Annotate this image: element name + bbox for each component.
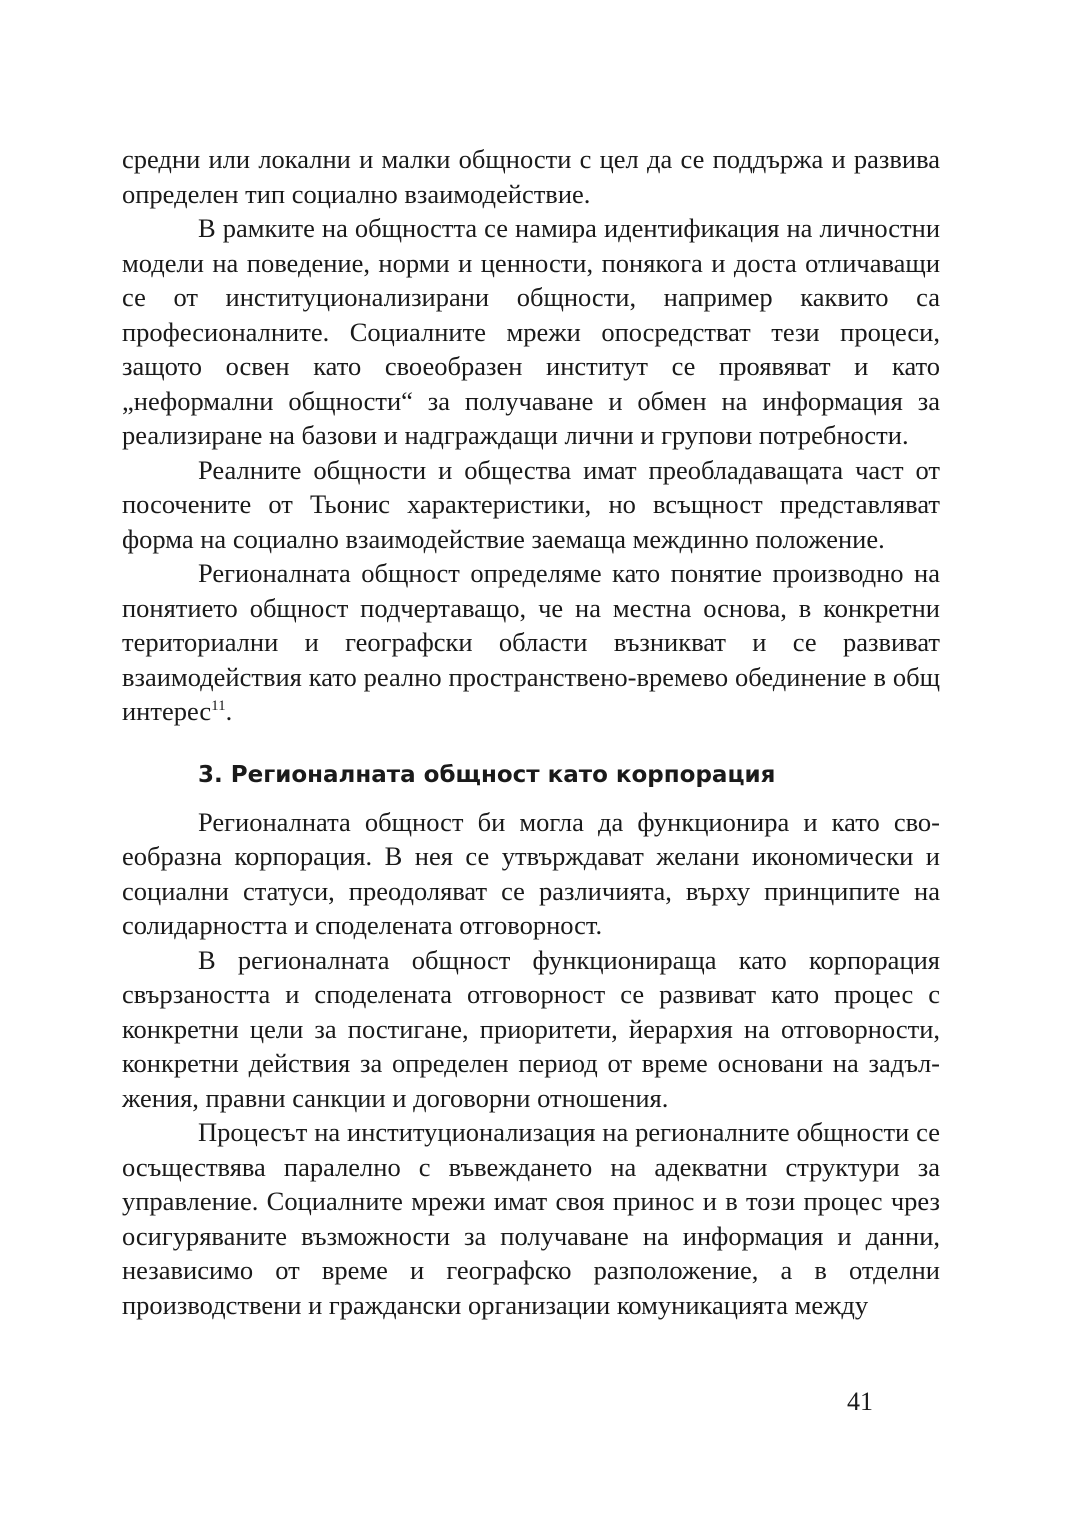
paragraph-3: Реалните общности и общества имат преобладаващата част от посочените от Тьонис характеристики, но всъщност представляват форма на социално взаимодействие заемаща междинно положение. <box>122 454 940 554</box>
paragraph-4-text: Регионалната общност определяме като понятие производно на понятието общност подчертаващо, че на местна основа, в конкретни териториални и географски области възникват и се развиват взаимодействия като реално пространствено-времево обединение в общ интерес <box>122 558 940 726</box>
page-number: 41 <box>847 1387 873 1416</box>
paragraph-4 <box>122 556 940 729</box>
paragraph-6: В регионалната общност функционираща като корпорация свързаността и споделената отговорност се развиват като процес с конкретни цели за постигане, приоритети, йерархия на отговорности, конкретни действия за определен период от време основани на задължения, правни санкции и договорни отношения. <box>122 944 940 1113</box>
paragraph-7: Процесът на институционализация на регионалните общности се осъществява паралелно с въвеждането на адекватни структури за управление. Социалните мрежи имат своя принос и в този процес чрез осигуряваните възможности за получаване на информация и данни, независимо от време и географско разположение, а в отделни производствени и граждански организации комуникацията между <box>122 1117 940 1320</box>
paragraph-5: Регионалната общност би могла да функционира и като своеобразна корпорация. В нея се утвърждават желани икономически и социални статуси, преодоляват се различията, върху принципите на солидарността и споделената отговорност. <box>122 806 940 940</box>
section-heading: 3. Регионалната общност като корпорация <box>198 761 776 788</box>
paragraph-1: средни или локални и малки общности с цел да се поддържа и развива определен тип социално взаимодействие. <box>122 144 940 209</box>
paragraph-4-end: . <box>225 696 233 726</box>
footnote-reference: 11 <box>211 698 226 714</box>
page-body <box>122 142 940 1322</box>
paragraph-2: В рамките на общността се намира идентификация на личностни модели на поведение, норми и ценности, понякога и доста отличаващи се от институционализирани общности, например каквито са професионалните. Социалните мрежи опосредстват тези процеси, защото освен като своеобразен институт се проявяват и като „неформални общности“ за получаване и обмен на информация за реализиране на базови и надграждащи лични и групови потребности. <box>122 213 940 450</box>
